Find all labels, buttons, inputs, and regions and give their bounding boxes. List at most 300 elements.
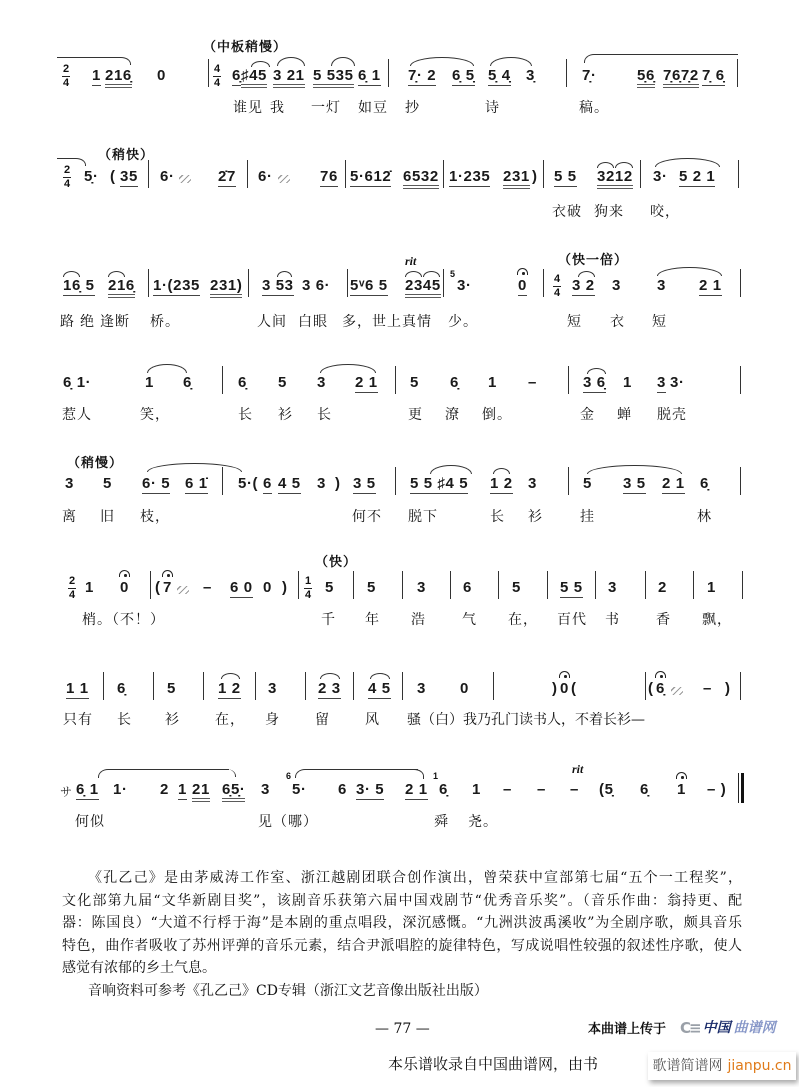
grace-note: 1	[433, 771, 439, 781]
note: 3	[608, 579, 617, 596]
bracket: (	[571, 680, 577, 697]
barline	[693, 571, 694, 599]
barline	[547, 571, 548, 599]
tremolo-mark	[177, 586, 189, 594]
note: 3	[417, 680, 426, 697]
note-group: 5ᵛ6 5	[350, 277, 388, 294]
note-group: 3 5	[353, 475, 376, 492]
note-group: 2 3	[318, 680, 341, 697]
slur	[405, 271, 422, 277]
lyric: 枝，	[140, 509, 170, 525]
bracket: (	[648, 680, 654, 697]
barline	[493, 672, 494, 700]
note: 3·	[670, 374, 685, 391]
note: 1	[85, 579, 94, 596]
barline	[347, 269, 348, 297]
dash: –	[570, 781, 579, 798]
watermark-url[interactable]: jianpu.cn	[727, 1058, 792, 1074]
lyric: 在，	[215, 712, 245, 728]
lyric: 长	[317, 407, 332, 423]
note: 6	[263, 475, 272, 492]
commentary-line: 《孔乙己》是由茅威涛工作室、浙江越剧团联合创作演出，曾荣获中宣部第七届“五个一工程奖”，	[88, 870, 742, 886]
slur	[108, 271, 125, 277]
lyric: 人间	[257, 314, 287, 330]
time-signature: 2 4	[64, 164, 71, 190]
score-system-6	[0, 555, 799, 640]
barline	[737, 59, 738, 87]
barline	[298, 571, 299, 599]
note: 3	[417, 579, 426, 596]
time-signature: 2 4	[69, 575, 76, 601]
note: 6̣	[450, 374, 459, 391]
slur	[490, 57, 532, 66]
upload-note: 本曲谱上传于	[588, 1022, 667, 1037]
slur	[221, 673, 240, 679]
note: 6·	[160, 168, 175, 185]
time-signature: 2 4	[63, 63, 70, 89]
note-group: 5 535	[313, 68, 354, 88]
barline	[222, 366, 223, 394]
note: 5	[410, 374, 419, 391]
note-group: 6 1̇	[185, 475, 208, 492]
dash: –	[537, 781, 546, 798]
lyric: 多，世上真情	[342, 314, 432, 330]
note: 7̣·	[582, 67, 597, 84]
slur	[370, 673, 390, 679]
spoken-line: 骚（白）我乃孔门读书人，不着长衫—	[407, 712, 645, 728]
lyric: 路	[60, 314, 75, 330]
note-group: 5 5	[560, 579, 583, 596]
grace-note: 5	[450, 269, 456, 279]
bracket: )	[532, 168, 538, 185]
lyric: 逢断	[100, 314, 130, 330]
lyric: 短	[567, 314, 582, 330]
lyric: 衫	[278, 407, 293, 423]
slur	[98, 769, 229, 778]
note-group: (5̣	[599, 781, 614, 798]
slur	[493, 468, 510, 474]
barline	[305, 672, 306, 700]
lyric: 一灯	[311, 100, 341, 116]
lyric: 桥。	[150, 314, 180, 330]
lyric: 风	[365, 712, 380, 728]
lyric: 香	[656, 612, 671, 628]
note: 3	[657, 277, 666, 294]
lyric: 见（哪）	[258, 814, 318, 830]
note-group: 7̣ 6̣	[702, 67, 725, 84]
note-group: 6̣	[232, 67, 241, 84]
fermata-note: 7	[163, 579, 172, 596]
score-system-4	[0, 375, 799, 435]
note-group: 1 2	[218, 680, 241, 697]
tempo-marking: （稍慢）	[67, 456, 124, 471]
lyric: 长	[238, 407, 253, 423]
note-group: 2 1	[699, 277, 722, 294]
note-group: 3 6̣	[583, 374, 606, 391]
note: 6̣	[238, 374, 247, 391]
note-group: 21	[192, 782, 210, 802]
note: 5	[325, 579, 334, 596]
slur	[277, 57, 305, 66]
barline	[203, 672, 204, 700]
note: 3	[268, 680, 277, 697]
tempo-marking: （快）	[315, 555, 358, 570]
dash: –	[503, 781, 512, 798]
slur	[147, 364, 187, 373]
logo-main-text: 中国	[702, 1020, 731, 1036]
note-group: 5 5 ♯4 5	[410, 475, 469, 492]
barline	[645, 672, 646, 700]
note-group: 216̣	[108, 278, 135, 298]
lyric: 衣	[610, 314, 625, 330]
score-system-7	[0, 681, 799, 741]
bracket: (	[110, 168, 116, 185]
slur	[147, 463, 242, 472]
barline	[595, 571, 596, 599]
score-system-5	[0, 456, 799, 536]
fermata-note: 1	[677, 781, 686, 798]
watermark[interactable]	[648, 1052, 796, 1080]
note-group: 2 1	[662, 475, 685, 492]
grace-note: 6	[286, 771, 292, 781]
barline	[742, 571, 743, 599]
barline	[247, 160, 248, 188]
slur	[597, 162, 614, 168]
barline	[543, 160, 544, 188]
dash: –	[203, 579, 212, 596]
note-group: – )	[707, 781, 727, 798]
barline	[248, 269, 249, 297]
ritardando-mark: rit	[405, 254, 417, 268]
barline	[450, 571, 451, 599]
note-group: 5·612̇	[350, 168, 392, 185]
lyric: 衫	[165, 712, 180, 728]
barline	[388, 59, 389, 87]
note-group: 2 1	[405, 781, 428, 798]
barline	[345, 160, 346, 188]
note-group: 5 2 1	[679, 168, 716, 185]
lyric: 白眼	[298, 314, 328, 330]
lyric: 离	[62, 509, 77, 525]
note: 6	[463, 579, 472, 596]
note-group: 1 2	[490, 475, 513, 492]
site-logo[interactable]	[680, 1020, 776, 1036]
slur	[63, 271, 80, 277]
bracket: )	[282, 579, 288, 596]
barline	[740, 269, 741, 297]
barline	[740, 672, 741, 700]
note: 5	[583, 475, 592, 492]
rest: 0	[263, 579, 272, 596]
commentary-line: 感觉有浓郁的乡土气息。	[62, 960, 216, 976]
barline	[543, 269, 544, 297]
note-group: 231	[503, 169, 530, 189]
lyric: 稿。	[579, 100, 609, 116]
note-group: 2 1	[355, 374, 378, 391]
note-group: 231)	[210, 278, 242, 298]
barline	[153, 672, 154, 700]
note: 6̣	[117, 680, 126, 697]
lyric: 百代	[557, 612, 587, 628]
note-group: 3 53	[262, 277, 294, 294]
note-group: 5·(	[238, 475, 259, 492]
time-signature: 4 4	[554, 273, 561, 299]
commentary	[62, 867, 742, 1002]
barline	[740, 366, 741, 394]
lyric: 何不	[352, 509, 382, 525]
slur	[587, 465, 682, 474]
note-group: 6̣5̣·	[222, 782, 245, 802]
dash: –	[703, 680, 712, 697]
slur	[320, 673, 340, 679]
lyric: 潦	[445, 407, 460, 423]
lyric: 惹人	[62, 407, 92, 423]
slur	[251, 61, 270, 67]
lyric: 狗来	[594, 204, 624, 220]
lyric: 留	[315, 712, 330, 728]
lyric: 蝉	[617, 407, 632, 423]
barline	[208, 59, 209, 87]
score-system-1	[0, 40, 799, 128]
dash: –	[528, 374, 537, 391]
logo-sub-text: 曲谱网	[733, 1020, 776, 1036]
note-group: 1·(235	[153, 277, 200, 294]
lyric: 笑，	[140, 407, 170, 423]
bracket: )	[335, 475, 341, 492]
lyric: 如豆	[358, 100, 388, 116]
barline	[148, 160, 149, 188]
note-group: 6̣ 1	[358, 67, 381, 84]
barline	[103, 672, 104, 700]
note-group: 5̣6̣	[637, 68, 655, 88]
lyric: 长	[117, 712, 132, 728]
note-group: 2345	[405, 278, 441, 298]
note-group: 6532	[403, 169, 439, 189]
note: 3	[317, 374, 326, 391]
barline	[150, 571, 151, 599]
lyric: 谁见	[233, 100, 263, 116]
note: 1	[488, 374, 497, 391]
lyric: 林	[697, 509, 712, 525]
lyric: 书	[605, 612, 620, 628]
note-group: 6̣ 1·	[63, 374, 92, 391]
slur	[410, 57, 474, 66]
lyric: 何似	[75, 814, 105, 830]
barline	[353, 672, 354, 700]
note: 1	[145, 374, 154, 391]
note: 5	[367, 579, 376, 596]
note-group: 4 5	[368, 680, 391, 697]
note-group: 4 5	[278, 475, 301, 492]
barline	[402, 571, 403, 599]
time-signature: 1 4	[305, 575, 312, 601]
barline	[738, 160, 739, 188]
note-group: 5̣ 4̣	[488, 67, 511, 84]
lyric: 少。	[448, 314, 478, 330]
barline	[498, 571, 499, 599]
barline	[402, 672, 403, 700]
slur	[295, 769, 418, 778]
note-group: 1·235	[449, 168, 491, 185]
note: 3	[528, 475, 537, 492]
note: 5·	[292, 781, 307, 798]
lyric: 气	[462, 612, 477, 628]
note-group: 1 1	[66, 680, 89, 697]
tie	[584, 54, 738, 63]
slur	[226, 769, 236, 777]
slur	[430, 465, 472, 474]
lyric: 年	[365, 612, 380, 628]
note: 5	[103, 475, 112, 492]
note-group: 216̣	[105, 68, 132, 88]
tempo-marking: （快一倍）	[558, 253, 629, 268]
slur	[578, 271, 595, 277]
free-meter-sign: サ	[60, 785, 73, 799]
note: 1	[623, 374, 632, 391]
lyric: 短	[652, 314, 667, 330]
bracket: )	[552, 680, 558, 697]
note: 5	[278, 374, 287, 391]
note: 6̣	[439, 781, 448, 798]
score-system-8	[0, 762, 799, 842]
slur	[277, 271, 292, 277]
lyric: 脱下	[408, 509, 438, 525]
lyric: 身	[265, 712, 280, 728]
note: 3·	[457, 277, 472, 294]
lyric: 只有	[63, 712, 93, 728]
lyric: 挂	[580, 509, 595, 525]
note-group: 7̣6̣7̣2	[663, 68, 699, 88]
lyric: 衫	[528, 509, 543, 525]
note: 1	[472, 781, 481, 798]
lyric: 千	[321, 612, 336, 628]
barline	[568, 467, 569, 495]
note-group: 6̣ 5̣	[452, 67, 475, 84]
note-group: 3 5	[623, 475, 646, 492]
note-group: 76	[320, 168, 338, 185]
slur	[655, 158, 720, 167]
note: 5̣·	[84, 168, 99, 185]
commentary-line: 特色，曲作者吸收了苏州评弹的音乐元素，结合尹派唱腔的旋律特色，写成说唱性较强的叙述性序歌，使人	[62, 937, 742, 954]
slur	[331, 57, 355, 66]
barline	[645, 571, 646, 599]
note: 3̣	[526, 67, 535, 84]
fermata-rest: 0	[518, 277, 527, 294]
slur	[413, 769, 424, 779]
tempo-marking: （稍快）	[98, 148, 155, 163]
lyric: 梢。（不！）	[82, 612, 165, 628]
lyric: 尧。	[468, 814, 498, 830]
note-group: 35	[120, 168, 138, 185]
note: 2	[658, 579, 667, 596]
note: 2	[160, 781, 169, 798]
note-group: ♯45	[241, 68, 267, 88]
barline	[148, 269, 149, 297]
barline	[740, 467, 741, 495]
barline	[566, 59, 567, 87]
note: 1	[178, 781, 187, 798]
note: 5	[167, 680, 176, 697]
barline	[353, 571, 354, 599]
note: 1	[707, 579, 716, 596]
tempo-marking: （中板稍慢）	[203, 40, 288, 55]
fermata-rest: 0	[560, 680, 569, 697]
note-group: 3 6·	[302, 277, 331, 294]
watermark-site-name: 歌谱简谱网	[652, 1058, 723, 1074]
note-group: 16̣ 5	[63, 277, 95, 294]
note-group: 6 0	[230, 579, 253, 596]
lyric: 脱壳	[657, 407, 687, 423]
slur	[587, 368, 606, 374]
note: 6̣	[640, 781, 649, 798]
note-group: 3212	[597, 169, 633, 189]
lyric: 我	[270, 100, 285, 116]
commentary-line: 器：陈国良）“大道不行桴于海”是本剧的重点唱段，深沉感慨。“九洲洪波禹溪收”为全剧序歌，颇具音乐	[62, 915, 742, 931]
audio-reference: 音响资料可参考《孔乙己》CD专辑（浙江文艺音像出版社出版）	[88, 982, 488, 999]
note-group: 2̇7	[218, 168, 236, 185]
note-group: 6· 5	[142, 475, 171, 492]
page-number: — 77 —	[375, 1021, 430, 1037]
barline	[640, 160, 641, 188]
note: 3	[261, 781, 270, 798]
commentary-line: 文化部第九届“文华新剧目奖”，该剧音乐获第六届中国戏剧节“优秀音乐奖”。（音乐作曲：翁持更、配	[62, 892, 742, 909]
score-system-3	[0, 253, 799, 338]
lyric: 倒。	[482, 407, 512, 423]
lyric: 金	[580, 407, 595, 423]
note: 6·	[258, 168, 273, 185]
score-system-2	[0, 148, 799, 229]
fermata-rest: 0	[120, 579, 129, 596]
note-group: 6̣ 1	[76, 781, 99, 798]
rest: 0	[157, 67, 166, 84]
note: 6	[338, 781, 347, 798]
note: 3	[657, 374, 666, 391]
note-group: 3 2	[572, 277, 595, 294]
tie	[57, 158, 86, 166]
note-group: 7̣· 2	[408, 67, 437, 84]
tremolo-mark	[671, 687, 683, 695]
slur	[423, 271, 440, 277]
slur	[320, 364, 376, 373]
note: 3·	[653, 168, 668, 185]
barline	[443, 160, 444, 188]
lyric: 长	[490, 509, 505, 525]
tremolo-mark	[278, 175, 290, 183]
barline	[395, 366, 396, 394]
lyric: 衣破	[552, 204, 582, 220]
lyric: 舜	[434, 814, 449, 830]
barline	[443, 269, 444, 297]
barline	[222, 467, 223, 495]
barline	[395, 467, 396, 495]
logo-icon: C≡	[680, 1019, 700, 1037]
final-double-barline	[738, 773, 744, 803]
note: 3	[612, 277, 621, 294]
collection-note: 本乐谱收录自中国曲谱网，由书	[388, 1055, 599, 1073]
note-group: 5 5	[554, 168, 577, 185]
barline	[568, 366, 569, 394]
note-group: 1	[92, 67, 101, 84]
lyric: 抄	[405, 100, 420, 116]
time-signature: 4 4	[214, 63, 221, 89]
note-group: 3 21	[273, 68, 305, 88]
lyric: 绝	[80, 314, 95, 330]
rest: 0	[460, 680, 469, 697]
note: 3	[65, 475, 74, 492]
bracket: (	[155, 579, 161, 596]
lyric: 诗	[485, 100, 500, 116]
note: 5	[512, 579, 521, 596]
